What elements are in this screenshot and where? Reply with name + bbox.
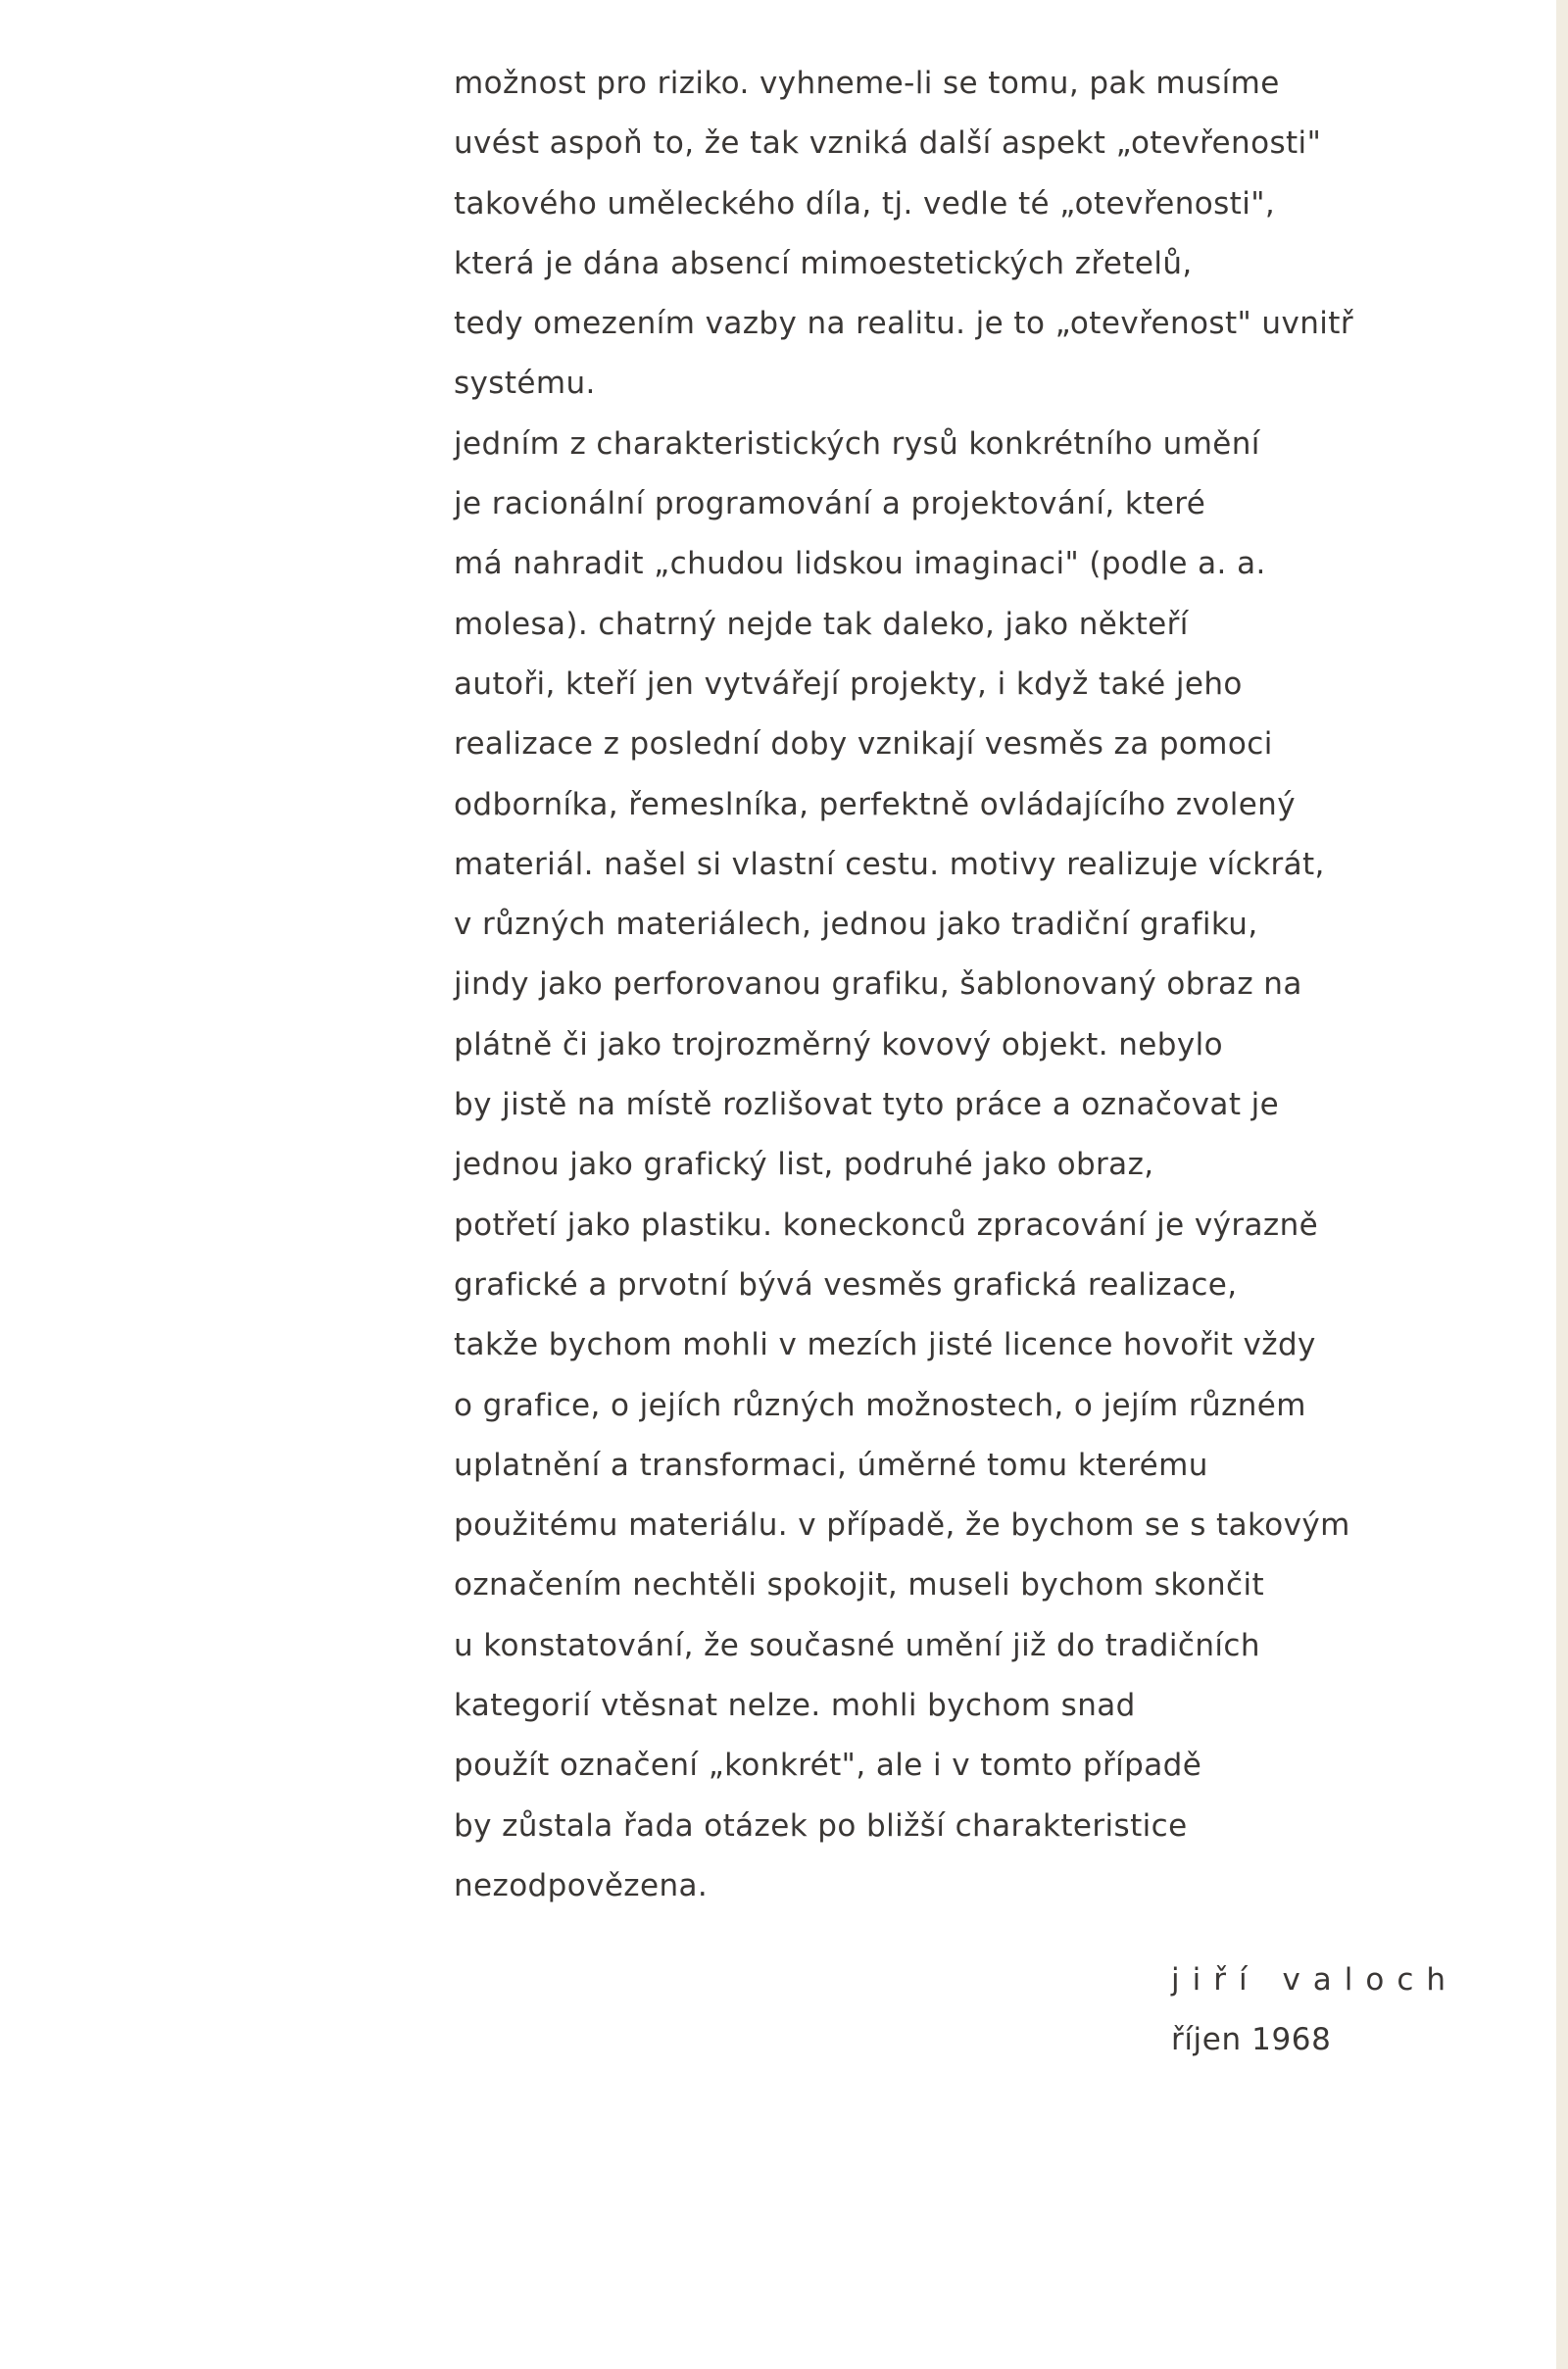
text-line: takového uměleckého díla, tj. vedle té „otevřenosti", bbox=[454, 185, 1276, 222]
text-line: má nahradit „chudou lidskou imaginaci" (podle a. a. bbox=[454, 546, 1266, 582]
text-line: uplatnění a transformaci, úměrné tomu kterému bbox=[454, 1447, 1208, 1483]
signature-block bbox=[1171, 1950, 1458, 2070]
author-name: jiří valoch bbox=[1171, 1962, 1459, 1998]
text-line: autoři, kteří jen vytvářejí projekty, i když také jeho bbox=[454, 666, 1243, 702]
text-line: odborníka, řemeslníka, perfektně ovládajícího zvolený bbox=[454, 786, 1296, 822]
text-line: plátně či jako trojrozměrný kovový objekt. nebylo bbox=[454, 1026, 1223, 1062]
text-line: možnost pro riziko. vyhneme-li se tomu, pak musíme bbox=[454, 66, 1280, 101]
page-edge bbox=[1556, 0, 1568, 2369]
text-line: jindy jako perforovanou grafiku, šablonovaný obraz na bbox=[454, 966, 1302, 1003]
text-line: označením nechtěli spokojit, museli bychom skončit bbox=[454, 1567, 1265, 1604]
text-line: je racionální programování a projektování, které bbox=[454, 486, 1206, 522]
text-line: potřetí jako plastiku. koneckonců zpracování je výrazně bbox=[454, 1207, 1319, 1243]
essay-text bbox=[454, 54, 1444, 1916]
text-line: molesa). chatrný nejde tak daleko, jako někteří bbox=[454, 606, 1189, 642]
text-line: realizace z poslední doby vznikají vesměs za pomoci bbox=[454, 726, 1273, 763]
text-line: uvést aspoň to, že tak vzniká další aspekt „otevřenosti" bbox=[454, 125, 1322, 162]
text-line: nezodpovězena. bbox=[454, 1867, 709, 1903]
text-line: použitému materiálu. v případě, že bychom se s takovým bbox=[454, 1507, 1350, 1544]
text-line: grafické a prvotní bývá vesměs grafická realizace, bbox=[454, 1266, 1238, 1303]
text-line: použít označení „konkrét", ale i v tomto případě bbox=[454, 1748, 1202, 1784]
text-line: takže bychom mohli v mezích jisté licence hovořit vždy bbox=[454, 1327, 1316, 1363]
text-line: kategorií vtěsnat nelze. mohli bychom snad bbox=[454, 1688, 1136, 1724]
text-line: která je dána absencí mimoestetických zřetelů, bbox=[454, 245, 1193, 281]
text-line: by jistě na místě rozlišovat tyto práce a označovat je bbox=[454, 1087, 1280, 1123]
text-line: o grafice, o jejích různých možnostech, o jejím různém bbox=[454, 1387, 1306, 1423]
text-line: jedním z charakteristických rysů konkrétního umění bbox=[454, 425, 1260, 462]
text-line: materiál. našel si vlastní cestu. motivy realizuje víckrát, bbox=[454, 846, 1325, 882]
text-line: systému. bbox=[454, 366, 596, 402]
date-line: říjen 1968 bbox=[1171, 2022, 1332, 2057]
text-line: by zůstala řada otázek po bližší charakteristice bbox=[454, 1807, 1188, 1844]
text-line: u konstatování, že současné umění již do tradičních bbox=[454, 1627, 1260, 1663]
text-line: v různých materiálech, jednou jako tradiční grafiku, bbox=[454, 907, 1258, 943]
text-line: jednou jako grafický list, podruhé jako obraz, bbox=[454, 1147, 1154, 1183]
text-line: tedy omezením vazby na realitu. je to „otevřenost" uvnitř bbox=[454, 306, 1353, 342]
